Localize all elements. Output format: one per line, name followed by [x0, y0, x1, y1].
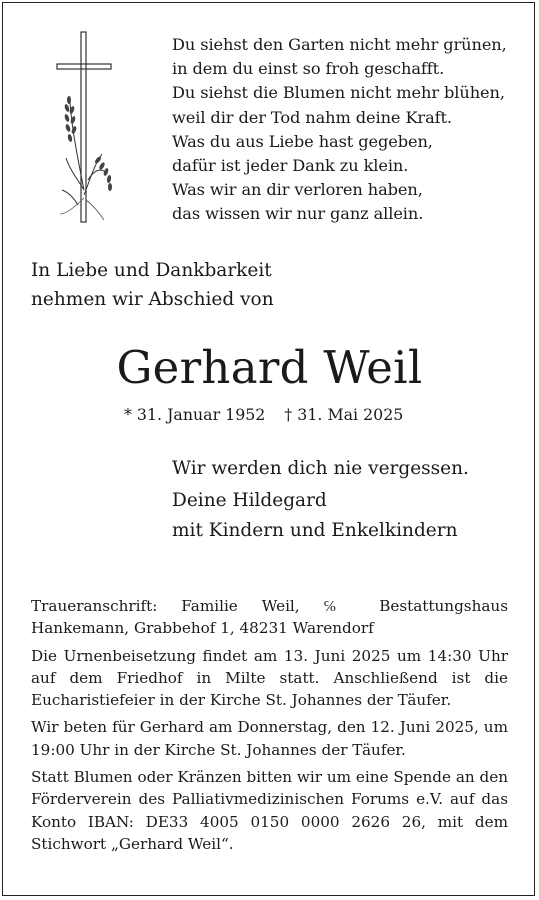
poem-line: weil dir der Tod nahm deine Kraft.: [172, 107, 452, 127]
poem-line: Was wir an dir verloren haben,: [172, 180, 423, 200]
farewell-line: Wir werden dich nie vergessen.: [172, 458, 469, 479]
poem: [172, 33, 522, 227]
poem-line: das wissen wir nur ganz allein.: [172, 204, 424, 224]
intro-line: nehmen wir Abschied von: [31, 289, 274, 310]
poem-line: Was du aus Liebe hast gegeben,: [172, 131, 433, 151]
death-date: † 31. Mai 2025: [284, 405, 404, 424]
poem-line: Du siehst die Blumen nicht mehr blühen,: [172, 83, 505, 103]
family-signature: [172, 454, 469, 546]
mourner-line: mit Kindern und Enkelkindern: [172, 520, 458, 541]
life-dates: [124, 404, 417, 426]
deceased-name: Gerhard Weil: [116, 341, 423, 394]
cross-with-wheat-icon: [48, 30, 114, 226]
birth-date: * 31. Januar 1952: [124, 405, 266, 424]
intro-line: In Liebe und Dankbarkeit: [31, 260, 272, 281]
urn-burial-info: Die Urnenbeisetzung findet am 13. Juni 2025 um 14:30 Uhr auf dem Friedhof in Milte statt. Anschließend ist die Eucharistiefeier in der Kirche St. Johannes der Täufer.: [31, 646, 508, 710]
poem-line: dafür ist jeder Dank zu klein.: [172, 156, 409, 176]
prayer-info: Wir beten für Gerhard am Donnerstag, den 12. Juni 2025, um 19:00 Uhr in der Kirche St. Johannes der Täufer.: [31, 718, 508, 759]
details-section: [31, 595, 508, 860]
mourning-address: Traueranschrift: Familie Weil, ℅ Bestattungshaus Hankemann, Grabbehof 1, 48231 Warendorf: [31, 597, 508, 638]
donation-info: Statt Blumen oder Kränzen bitten wir um eine Spende an den Förderverein des Palliativmedizinischen Forums e.V. auf das Konto IBAN: DE33 4005 0150 0000 2626 26, mit dem Stichwort „Gerhard Weil“.: [31, 768, 508, 853]
intro-text: [31, 256, 274, 314]
poem-line: Du siehst den Garten nicht mehr grünen,: [172, 35, 507, 54]
poem-line: in dem du einst so froh geschafft.: [172, 59, 445, 79]
mourner-line: Deine Hildegard: [172, 490, 327, 511]
